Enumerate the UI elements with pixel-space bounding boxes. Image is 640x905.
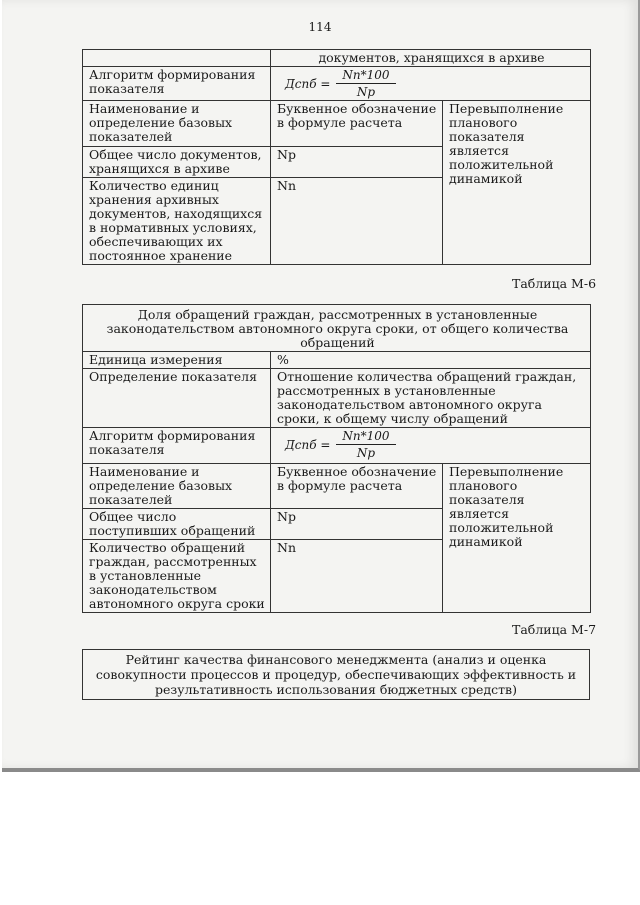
formula-numerator: Nn*100 <box>336 68 395 84</box>
formula-lhs: Дспб = <box>285 437 331 452</box>
table-cell: Буквенное обозначение в формуле расчета <box>271 101 443 147</box>
table-cell: Алгоритм формирования показателя <box>83 428 271 464</box>
formula-numerator: Nn*100 <box>336 429 395 445</box>
table-cell: документов, хранящихся в архиве <box>271 50 591 67</box>
table-cell: Количество единиц хранения архивных документов, находящихся в нормативных условиях, обеспечивающих их постоянное хранение <box>83 178 271 265</box>
table-cell: Общее число поступивших обращений <box>83 509 271 540</box>
scanned-page <box>2 0 640 772</box>
table-title: Доля обращений граждан, рассмотренных в установленные законодательством автономного округа сроки, от общего количества обращений <box>83 305 591 352</box>
formula-lhs: Дспб = <box>285 76 331 91</box>
formula <box>277 429 586 460</box>
table-cell: Отношение количества обращений граждан, рассмотренных в установленные законодательством автономного округа сроки, к общему числу обращений <box>271 369 591 428</box>
table-cell: Единица измерения <box>83 352 271 369</box>
page-number: 114 <box>308 20 332 34</box>
table-cell: Определение показателя <box>83 369 271 428</box>
formula-denominator: Np <box>356 85 376 99</box>
formula <box>277 68 586 99</box>
table-cell: Общее число документов, хранящихся в архиве <box>83 147 271 178</box>
table-cell: Буквенное обозначение в формуле расчета <box>271 464 443 509</box>
table-m7-title-box: Рейтинг качества финансового менеджмента (анализ и оценка совокупности процессов и процедур, обеспечивающих эффективность и результативность использования бюджетных средств) <box>82 649 590 700</box>
table-cell: Наименование и определение базовых показателей <box>83 464 271 509</box>
table-m5-continued <box>82 49 591 265</box>
caption-table-m7: Таблица М-7 <box>512 622 597 637</box>
table-cell: % <box>271 352 591 369</box>
caption-table-m6: Таблица М-6 <box>512 276 597 291</box>
table-cell: Np <box>271 147 443 178</box>
table-cell <box>83 50 271 67</box>
table-cell: Перевыполнение планового показателя является положительной динамикой <box>443 464 591 613</box>
table-cell: Алгоритм формирования показателя <box>83 67 271 101</box>
table-cell: Наименование и определение базовых показателей <box>83 101 271 147</box>
table-cell: Перевыполнение планового показателя является положительной динамикой <box>443 101 591 265</box>
table-cell: Количество обращений граждан, рассмотренных в установленные законодательством автономного округа сроки <box>83 540 271 613</box>
table-cell: Nn <box>271 178 443 265</box>
formula-cell <box>271 428 591 464</box>
formula-denominator: Np <box>356 446 376 460</box>
formula-cell <box>271 67 591 101</box>
table-m6 <box>82 304 591 613</box>
table-cell: Np <box>271 509 443 540</box>
table-cell: Nn <box>271 540 443 613</box>
